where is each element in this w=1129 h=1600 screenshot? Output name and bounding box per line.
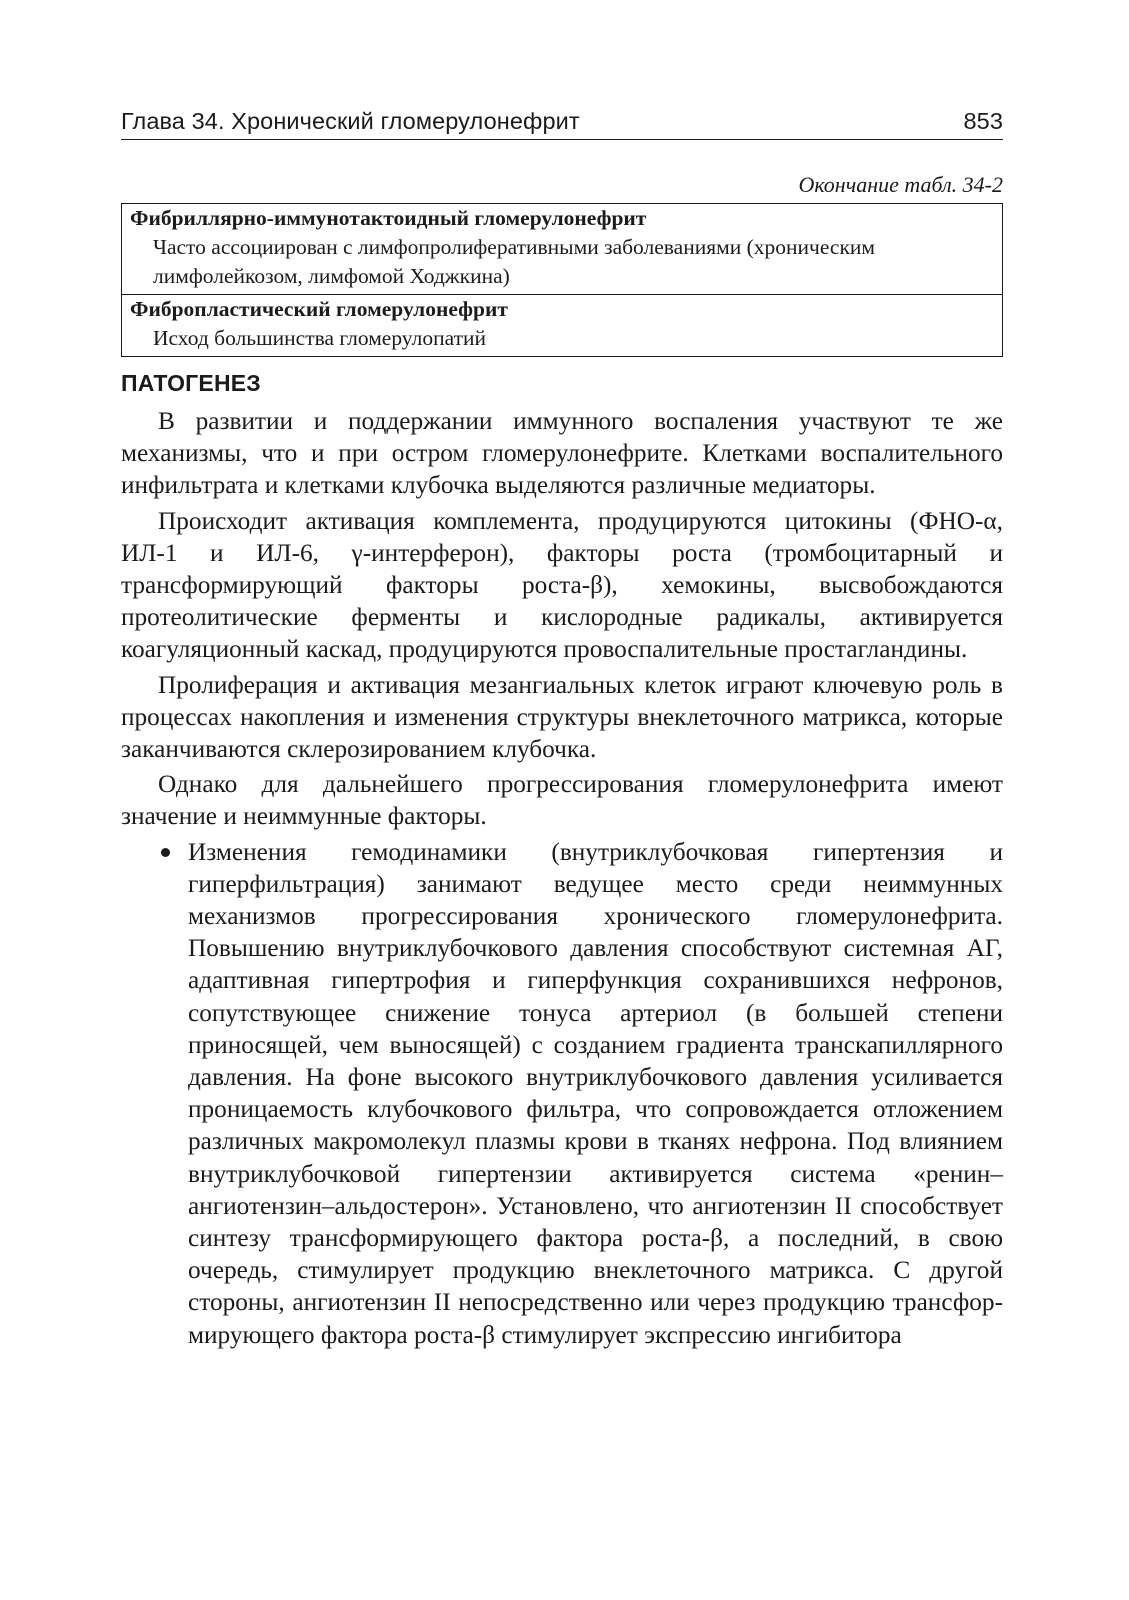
paragraph: Однако для дальнейшего прогрессирования гломерулонефрита имеют значение и неиммунные факторы. bbox=[121, 770, 1003, 831]
table-row bbox=[122, 294, 1002, 356]
table-caption: Окончание табл. 34-2 bbox=[798, 172, 1003, 197]
paragraph: В развитии и поддержании иммунного воспаления участвуют те же механизмы, что и при остром гломерулонефрите. Клетками воспалительного инфильтрата и клетками клубочка выделяются различные медиаторы. bbox=[121, 407, 1003, 500]
table-row-heading: Фибриллярно-иммунотактоидный гломерулонефрит bbox=[130, 206, 647, 230]
classification-table bbox=[121, 203, 1003, 357]
section-heading: ПАТОГЕНЕЗ bbox=[121, 370, 261, 396]
bullet-item bbox=[121, 836, 1003, 1351]
table-row-text: Часто ассоциирован с лимфопролиферативными заболеваниями (хроническим лимфолейкозом, лимфомой Ходжкина) bbox=[153, 235, 876, 288]
page-number: 853 bbox=[963, 108, 1003, 134]
bullet-icon bbox=[161, 848, 170, 857]
paragraph: Пролиферация и активация мезангиальных клеток играют ключевую роль в процессах накопления и изменения структуры внеклеточного матрикса, которые заканчиваются склерозированием клубочка. bbox=[121, 670, 1003, 764]
table-row-heading: Фибропластический гломерулонефрит bbox=[130, 297, 508, 321]
chapter-title: Глава 34. Хронический гломерулонефрит bbox=[121, 108, 580, 134]
table-row-text: Исход большинства гломерулопатий bbox=[153, 326, 486, 350]
bullet-text: Изменения гемодинамики (внутриклубочковая гипертензия и гиперфильтрация) занимают ведущее место среди неиммунных механизмов прогрессирования хронического гломерулонефрита. Повышению внутриклубочкового давления способствуют системная АГ, адаптивная гипертрофия и гиперфункция сохранившихся нефронов, сопутствующее снижение тонуса артериол (в большей степени приносящей, чем выносящей) с созданием градиента транскапиллярного давления. На фоне высокого внутриклубочкового давления усиливается проницаемость клубочкового фильтра, что сопровождается отложением различных макромолекул плазмы крови в тканях нефрона. Под влиянием внутриклубочковой гипертензии активируется система «ренин–ангиотензин–альдостерон». Установлено, что ангиотензин II способствует синтезу трансформирующего фактора роста-β, а последний, в свою очередь, стимулирует продукцию внеклеточного матрикса. С другой стороны, ангиотензин II непосредственно или через продукцию трансформирующего фактора роста-β стимулирует экспрессию ингибитора bbox=[188, 837, 1003, 1349]
paragraph: Происходит активация комплемента, продуцируются цитокины (ФНО-α, ИЛ-1 и ИЛ-6, γ-интерферон), факторы роста (тромбоцитарный и трансформирующий факторы роста-β), хемокины, высвобождаются протеолитические ферменты и кислородные радикалы, активируется коагуляционный каскад, продуцируются провоспалительные простагландины. bbox=[121, 506, 1003, 664]
section-body bbox=[121, 405, 1003, 1351]
running-header bbox=[121, 108, 1003, 140]
table-row bbox=[122, 204, 1002, 294]
